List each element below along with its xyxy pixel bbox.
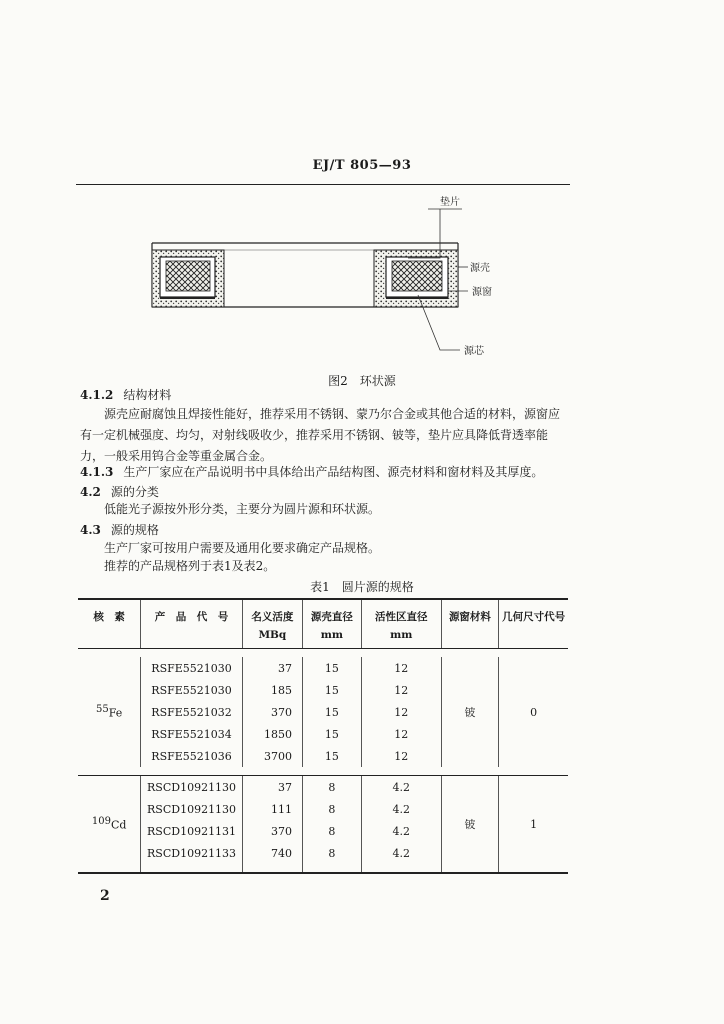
table-row: RSCD10921131 370 8 4.2 bbox=[78, 820, 568, 842]
table-row: $^{109}$Cd RSCD10921130 37 8 4.2 铍 1 bbox=[78, 776, 568, 799]
header-shell-diameter: 源壳直径 mm bbox=[302, 599, 361, 649]
section-4-3-body-line2: 推荐的产品规格列于表1及表2。 bbox=[104, 559, 276, 573]
section-title: 结构材料 bbox=[123, 388, 172, 402]
table-row: RSFE5521036 3700 15 12 bbox=[78, 745, 568, 767]
ring-source-figure bbox=[140, 195, 530, 370]
table-row: RSFE5521032 370 15 12 bbox=[78, 701, 568, 723]
core-label: 源芯 bbox=[464, 346, 484, 357]
header-nuclide: 核 素 bbox=[78, 599, 141, 649]
window-material-cell: 铍 bbox=[441, 657, 498, 767]
section-number: 4.2 bbox=[80, 485, 101, 499]
nuclide-cell: $^{55}$Fe bbox=[96, 704, 123, 720]
section-number: 4.3 bbox=[80, 523, 101, 537]
document-header: EJ/T 805—93 bbox=[312, 158, 412, 173]
right-section bbox=[374, 250, 458, 307]
section-title: 源的分类 bbox=[110, 485, 159, 499]
section-4-3-body-line1: 生产厂家可按用户需要及通用化要求确定产品规格。 bbox=[104, 541, 381, 555]
gasket-label: 垫片 bbox=[440, 197, 460, 208]
section-4-1-3 bbox=[80, 462, 543, 483]
figure-caption: 图2 环状源 bbox=[328, 374, 396, 388]
disc-source-spec-table bbox=[78, 598, 568, 874]
header-window-material: 源窗材料 bbox=[441, 599, 498, 649]
table-caption: 表1 圆片源的规格 bbox=[310, 580, 414, 594]
table-row: RSCD10921130 111 8 4.2 bbox=[78, 798, 568, 820]
table-row: RSCD10921133 740 8 4.2 bbox=[78, 842, 568, 873]
left-section bbox=[152, 250, 224, 307]
geometry-code-cell: 1 bbox=[499, 776, 568, 874]
section-text: 生产厂家应在产品说明书中具体给出产品结构图、源壳材料和窗材料及其厚度。 bbox=[123, 465, 544, 479]
nuclide-cell: $^{109}$Cd bbox=[78, 776, 141, 874]
header-product-code: 产 品 代 号 bbox=[141, 599, 242, 649]
page-number: 2 bbox=[100, 888, 110, 904]
section-number: 4.1.2 bbox=[80, 388, 114, 402]
header-activity: 名义活度 MBq bbox=[242, 599, 302, 649]
table-row: RSFE5521034 1850 15 12 bbox=[78, 723, 568, 745]
header-active-diameter: 活性区直径 mm bbox=[361, 599, 441, 649]
table-row: RSFE5521030 185 15 12 bbox=[78, 679, 568, 701]
table-row: $^{55}$Fe RSFE5521030 37 15 12 铍 0 bbox=[78, 657, 568, 679]
header-rule bbox=[76, 184, 570, 185]
header-geometry-code: 几何尺寸代号 bbox=[499, 599, 568, 649]
geometry-code-cell: 0 bbox=[499, 657, 568, 767]
section-4-1-2-body: 源壳应耐腐蚀且焊接性能好，推荐采用不锈钢、蒙乃尔合金或其他合适的材料，源窗应有一定机械强度、均匀，对射线吸收少，推荐采用不锈钢、铍等，垫片应具降低背透率能力，一般采用钨合金等重金属合金。 bbox=[80, 407, 561, 463]
section-4-2-body: 低能光子源按外形分类，主要分为圆片源和环状源。 bbox=[104, 502, 381, 516]
shell-label: 源壳 bbox=[470, 263, 490, 274]
section-title: 源的规格 bbox=[110, 523, 159, 537]
section-4-1-2-heading bbox=[80, 386, 171, 403]
window-material-cell: 铍 bbox=[441, 776, 498, 874]
window-label: 源窗 bbox=[472, 287, 492, 298]
section-number: 4.1.3 bbox=[80, 465, 114, 479]
